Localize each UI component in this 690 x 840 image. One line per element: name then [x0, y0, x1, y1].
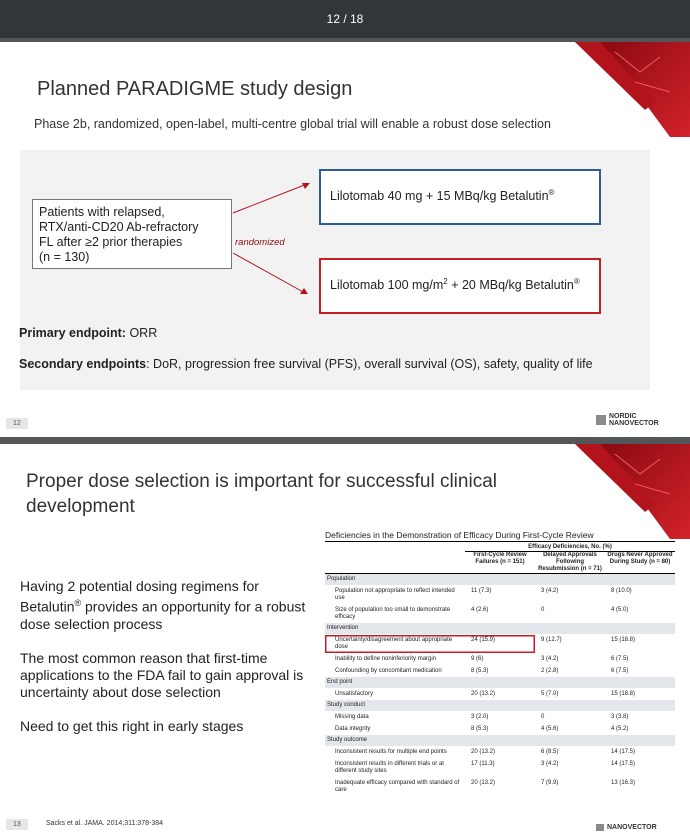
- title-line: Proper dose selection is important for successful clinical: [26, 471, 497, 492]
- row-label: Unsatisfactory: [325, 689, 465, 701]
- cell-value: 20 (13.2): [465, 778, 535, 797]
- slide-subtitle: Phase 2b, randomized, open-label, multi-centre global trial will enable a robust dose selection: [34, 117, 551, 131]
- viewer-toolbar: [0, 0, 690, 38]
- column-header: First-Cycle Review Failures (n = 151): [473, 552, 527, 565]
- table-row: [325, 759, 675, 778]
- row-label: Uncertainty/disagreement about appropriate dose: [325, 635, 465, 654]
- section-label: End point: [325, 677, 675, 689]
- row-label: Inability to define noninferiority margin: [325, 654, 465, 666]
- arm-2-sup: ®: [573, 277, 580, 286]
- arm-1-text: Lilotomab 40 mg + 15 MBq/kg Betalutin: [330, 189, 549, 204]
- row-label: Population not appropriate to reflect intended use: [325, 586, 465, 605]
- cell-value: 8 (10.0): [605, 586, 675, 605]
- table-row: [325, 712, 675, 724]
- cell-value: 15 (18.8): [605, 635, 675, 654]
- section-label: Population: [325, 574, 675, 586]
- company-logo: [596, 413, 659, 427]
- cell-value: 4 (5.2): [605, 724, 675, 736]
- cell-value: 9 (12.7): [535, 635, 605, 654]
- patients-line: Patients with relapsed,: [39, 205, 165, 219]
- bullet-3: Need to get this right in early stages: [20, 717, 244, 734]
- table-row: [325, 666, 675, 678]
- section-label: Intervention: [325, 623, 675, 635]
- cell-value: 3 (2.0): [465, 712, 535, 724]
- cell-value: 20 (13.2): [465, 689, 535, 701]
- table-row: [325, 747, 675, 759]
- arm-2-text: + 20 MBq/kg Betalutin: [447, 278, 574, 293]
- row-label: Size of population too small to demonstrate efficacy: [325, 605, 465, 624]
- cell-value: 3 (4.2): [535, 654, 605, 666]
- cell-value: 0: [535, 712, 605, 724]
- cell-value: 2 (2.8): [535, 666, 605, 678]
- table-section-row: [325, 700, 675, 712]
- row-label: Missing data: [325, 712, 465, 724]
- cell-value: 0: [535, 605, 605, 624]
- cell-value: 6 (7.5): [605, 654, 675, 666]
- secondary-endpoints: [19, 357, 593, 371]
- cell-value: 8 (5.3): [465, 724, 535, 736]
- cell-value: 4 (5.0): [605, 605, 675, 624]
- group-header: Efficacy Deficiencies, No. (%): [465, 544, 675, 552]
- cell-value: 8 (5.3): [465, 666, 535, 678]
- arm-1-sup: ®: [548, 188, 555, 197]
- decorative-corner: [540, 42, 690, 137]
- cell-value: 20 (13.2): [465, 747, 535, 759]
- cell-value: 17 (11.3): [465, 759, 535, 778]
- cell-value: 14 (17.5): [605, 759, 675, 778]
- reference: Sacks et al. JAMA. 2014;311:378-384: [46, 820, 163, 827]
- row-label: Data integrity: [325, 724, 465, 736]
- table-section-row: [325, 623, 675, 635]
- secondary-value: : DoR, progression free survival (PFS), overall survival (OS), safety, quality of life: [146, 357, 593, 371]
- cell-value: 6 (7.5): [605, 666, 675, 678]
- cell-value: 13 (16.3): [605, 778, 675, 797]
- column-header: Drugs Never Approved During Study (n = 80): [607, 552, 673, 565]
- row-label: Inadequate efficacy compared with standard of care: [325, 778, 465, 797]
- logo-text: NANOVECTOR: [607, 824, 657, 831]
- row-label: Inconsistent results for multiple end points: [325, 747, 465, 759]
- patients-line: RTX/anti-CD20 Ab-refractory: [39, 220, 199, 234]
- patients-line: (n = 130): [39, 250, 90, 264]
- cell-value: 24 (15.9): [465, 635, 535, 654]
- column-header: Delayed Approvals Following Resubmission (n = 71): [538, 552, 602, 572]
- section-label: Study outcome: [325, 735, 675, 747]
- row-label: Inconsistent results in different trials or at different study sites: [325, 759, 465, 778]
- randomized-label: randomized: [235, 237, 285, 248]
- arm-2-text: Lilotomab 100 mg/m: [330, 278, 444, 293]
- section-label: Study conduct: [325, 700, 675, 712]
- cell-value: 4 (5.6): [535, 724, 605, 736]
- decorative-corner: [540, 444, 690, 539]
- table-row: [325, 778, 675, 797]
- cell-value: 3 (4.2): [535, 759, 605, 778]
- cell-value: 9 (6): [465, 654, 535, 666]
- table-row: [325, 724, 675, 736]
- cell-value: 6 (8.5): [535, 747, 605, 759]
- table: [325, 544, 675, 796]
- cell-value: 14 (17.5): [605, 747, 675, 759]
- table-row: [325, 689, 675, 701]
- title-line: development: [26, 496, 135, 517]
- table-row: [325, 605, 675, 624]
- cell-value: 5 (7.0): [535, 689, 605, 701]
- bullet-1: [20, 578, 320, 633]
- logo-text: NORDIC: [609, 413, 637, 420]
- slide-number: 13: [6, 819, 28, 830]
- slide-number: 12: [6, 418, 28, 429]
- arm-2-sup: 2: [443, 277, 448, 286]
- patients-box: [32, 199, 232, 269]
- row-label: Confounding by concomitant medication: [325, 666, 465, 678]
- table-row: [325, 586, 675, 605]
- logo-mark-icon: [596, 824, 604, 831]
- arm-2-box: [319, 258, 601, 314]
- bullet-2: The most common reason that first-time applications to the FDA fail to gain approval is uncertainty about dose selection: [20, 649, 304, 700]
- page-indicator: 12 / 18: [326, 12, 364, 26]
- patients-line: FL after ≥2 prior therapies: [39, 235, 183, 249]
- bullet-text: Having 2 potential dosing regimens for Betalutin: [20, 578, 259, 615]
- primary-endpoint: [19, 326, 157, 340]
- deficiencies-table: [325, 530, 675, 796]
- cell-value: 7 (9.9): [535, 778, 605, 797]
- cell-value: 3 (4.2): [535, 586, 605, 605]
- slide-13: [0, 444, 690, 840]
- slide-title: Planned PARADIGME study design: [37, 78, 353, 100]
- primary-value: ORR: [125, 326, 158, 340]
- primary-label: Primary endpoint:: [19, 326, 126, 340]
- arm-1-box: [319, 169, 601, 225]
- cell-value: 3 (3.8): [605, 712, 675, 724]
- cell-value: 11 (7.3): [465, 586, 535, 605]
- cell-value: 4 (2.6): [465, 605, 535, 624]
- cell-value: 15 (18.8): [605, 689, 675, 701]
- highlighted-table-row: [325, 635, 675, 654]
- logo-text: NANOVECTOR: [609, 420, 659, 427]
- table-row: [325, 654, 675, 666]
- slide-12: [0, 42, 690, 437]
- bullet-sup: ®: [74, 598, 82, 608]
- slide-title: [26, 469, 497, 519]
- bullet-list: [20, 578, 320, 752]
- table-section-row: [325, 677, 675, 689]
- table-title: Deficiencies in the Demonstration of Efficacy During First-Cycle Review: [325, 530, 675, 542]
- bullet-text: provides an opportunity for a robust dose selection process: [20, 598, 306, 632]
- table-section-row: [325, 735, 675, 747]
- logo-mark-icon: [596, 415, 606, 425]
- company-logo: [596, 824, 657, 831]
- secondary-label: Secondary endpoints: [19, 357, 147, 371]
- table-section-row: [325, 574, 675, 586]
